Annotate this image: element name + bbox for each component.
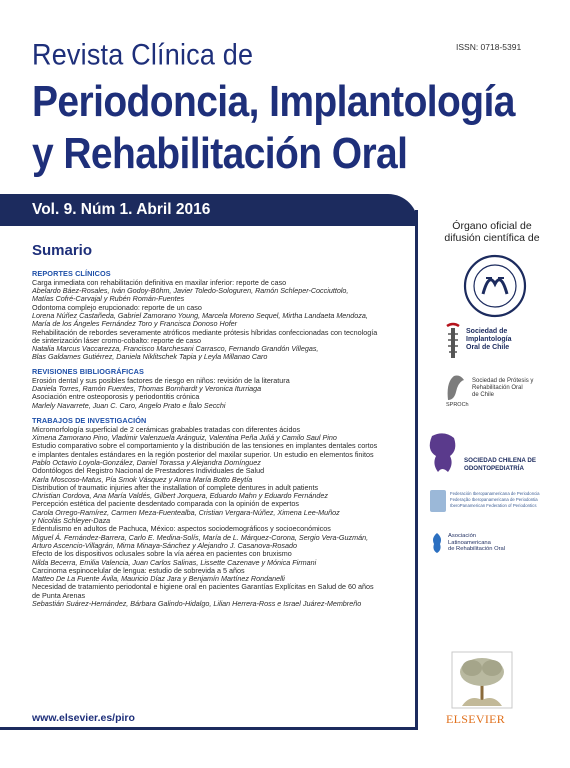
article-authors: Matteo De La Fuente Ávila, Mauricio Díaz Jara y Benjamín Martínez Rondanelli (32, 574, 285, 584)
alaro-line: Asociación (448, 533, 477, 539)
article-title[interactable]: Carga inmediata con rehabilitación definitiva en maxilar inferior: reporte de caso (32, 277, 287, 287)
article-authors: Carola Orrego-Ramírez, Carmen Meza-Fuentealba, Cristian Vergara-Núñez, Ximena Lee-Muñoz (32, 507, 340, 517)
fipp-badge-icon (430, 490, 446, 512)
article-authors: Pablo Octavio Loyola-González, Daniel Torassa y Alejandra Domínguez (32, 457, 261, 467)
fipp-line: Federação Iberopanamericana de Periodontia (450, 497, 538, 502)
article-title[interactable]: Asociación entre osteoporosis y periodontitis crónica (32, 392, 200, 402)
article-title[interactable]: e implantes dentales estándares en la región posterior del maxilar superior. Un estudio en elementos finitos (32, 449, 374, 459)
article-title[interactable]: Micromorfología superficial de 2 cerámicas grabables tratadas con diferentes ácidos (32, 424, 301, 434)
article-authors: y Nicolás Schleyer-Daza (32, 516, 111, 526)
elsevier-tree-icon (450, 650, 514, 710)
odontoped-line: SOCIEDAD CHILENA DE (464, 457, 536, 464)
section-title: REVISIONES BIBLIOGRÁFICAS (32, 367, 144, 376)
article-authors: Miguel Á. Fernández-Barrera, Carlo E. Medina-Solís, María de L. Márquez-Corona, Sergio Vera-Guzmán, (32, 532, 369, 542)
alaro-line: de Rehabilitación Oral (448, 546, 506, 553)
fipp-line: IberoPanamerican Federation of Periodontics (450, 503, 537, 508)
protesis-line: Rehabilitación Oral (472, 385, 523, 391)
article-title[interactable]: de Punta Arenas (32, 590, 86, 600)
article-title[interactable]: Edentulismo en adultos de Pachuca, México: aspectos sociodemográficos y socioeconómicos (32, 524, 331, 534)
odontopediatria-logo (424, 430, 566, 476)
article-title[interactable]: de sinterización láser cromo-cobalto: reporte de caso (32, 335, 201, 345)
journal-url[interactable]: www.elsevier.es/piro (32, 712, 135, 724)
article-authors: Nilda Becerra, Emilia Valencia, Juan Carlos Salinas, Lissette Cazenave y Mónica Firmani (32, 557, 317, 567)
article-title[interactable]: Rehabilitación de rebordes severamente atróficos mediante prótesis híbridas confeccionadas con tecnología (32, 327, 378, 337)
article-title[interactable]: Percepción estética del paciente desdentado comparada con la opinión de expertos (32, 499, 299, 509)
toc-section-revisiones (32, 368, 412, 410)
elsevier-wordmark[interactable]: ELSEVIER (446, 712, 506, 726)
implant-line: Implantología (466, 336, 512, 343)
issn: ISSN: 0718-5391 (456, 42, 522, 52)
section-title: REPORTES CLÍNICOS (32, 269, 111, 278)
implant-line: Sociedad de (466, 328, 508, 335)
implantologia-logo (444, 322, 564, 362)
article-title[interactable]: Erosión dental y sus posibles factores de riesgo en niños: revisión de la literatura (32, 375, 290, 385)
odontoped-line: ODONTOPEDIATRÍA (464, 464, 524, 472)
article-authors: Ximena Zamorano Pino, Vladimir Valenzuela Aránguiz, Valentina Peña Juliá y Camilo Saul Pino (32, 433, 337, 443)
elsevier-tree-logo (450, 650, 514, 710)
article-authors: Natalia Marcus Vaccarezza, Francisco Marchesani Carrasco, Fernando Grandón Villegas, (32, 344, 319, 354)
article-authors: Blas Galdames Gutiérrez, Daniela Niklitschek Tapia y Leyla Millanao Caro (32, 352, 268, 362)
toc-section-investigacion (32, 417, 412, 608)
article-authors: Marlely Navarrete, Juan C. Caro, Angelo Prato e Ítalo Secchi (32, 400, 226, 410)
protesis-line: Sociedad de Prótesis y (472, 378, 534, 384)
alaro-mark-icon (430, 532, 444, 554)
organo-line: Órgano oficial de (452, 220, 532, 232)
journal-title-line-1: Revista Clínica de (32, 38, 254, 71)
article-authors: Christian Cordova, Ana María Valdés, Gilbert Jorquera, Eduardo Mahn y Eduardo Fernández (32, 491, 328, 501)
toc-section-reportes (32, 270, 412, 362)
article-authors: Matías Cofré-Carvajal y Rubén Román-Fuentes (32, 294, 185, 304)
article-authors: María de los Ángeles Fernández Toro y Francisca Donoso Hofer (32, 319, 238, 329)
article-authors: Daniela Torres, Ramón Fuentes, Thomas Bornhardt y Veronica Iturriaga (32, 384, 262, 394)
fipp-line: Federación Iberopanamericana de Periodoncia (450, 491, 540, 496)
issue-label: Vol. 9. Núm 1. Abril 2016 (32, 201, 211, 218)
article-title[interactable]: Necesidad de tratamiento periodontal e higiene oral en pacientes Garantías Explícitas en Salud de 60 años (32, 582, 374, 592)
article-authors: Karla Moscoso-Matus, Pía Smok Vásquez y Anna María Botto Beytía (32, 474, 253, 484)
sperio-seal-icon (463, 254, 527, 318)
sprochi-label: SPROCh (446, 402, 469, 408)
frame-bottom (0, 727, 418, 730)
issue-band (0, 194, 418, 226)
sperio-logo (463, 254, 527, 318)
alaro-line: Latinoamericana (448, 539, 491, 546)
alaro-logo (430, 532, 566, 558)
article-authors: Sebastián Suárez-Hernández, Bárbara Galindo-Hidalgo, Lilian Herrera-Ross e Israel Juárez-Membreño (32, 599, 362, 609)
article-title[interactable]: Estudio comparativo sobre el comportamiento y la distribución de las tensiones en implantes dentales cortos (32, 441, 378, 451)
article-authors: Lorena Núñez Castañeda, Gabriel Zamorano Young, Marcela Moreno Sequel, Mirtha Landaeta Mendoza, (32, 310, 368, 320)
sumario-heading: Sumario (32, 242, 93, 259)
frame-right (415, 210, 418, 730)
journal-title-line-2: Periodoncia, Implantología (32, 78, 515, 127)
organo-oficial (422, 220, 562, 244)
article-title[interactable]: Distribution of traumatic injuries after the installation of complete dentures in adult patients (32, 482, 319, 492)
protesis-logo (444, 372, 564, 416)
implant-screw-icon (444, 322, 462, 362)
article-title[interactable]: Odontólogos del Registro Nacional de Prestadores Individuales de Salud (32, 466, 265, 476)
organo-line: difusión científica de (444, 232, 540, 244)
protesis-line: de Chile (472, 392, 495, 398)
article-authors: Abelardo Báez-Rosales, Iván Godoy-Böhm, Javier Toledo-Sologuren, Ramón Schleper-Cocciuttolo, (32, 286, 349, 296)
section-title: TRABAJOS DE INVESTIGACIÓN (32, 416, 147, 425)
article-title[interactable]: Odontoma complejo erupcionado: reporte de un caso (32, 302, 202, 312)
article-title[interactable]: Efecto de los dispositivos oclusales sobre la vía aérea en pacientes con bruxismo (32, 549, 292, 559)
article-authors: Arturo Ascencio-Villagrán, Mirna Minaya-Sánchez y Alejandro J. Casanova-Rosado (32, 540, 297, 550)
journal-title-line-3: y Rehabilitación Oral (32, 130, 408, 179)
implant-line: Oral de Chile (466, 344, 510, 351)
article-title[interactable]: Carcinoma espinocelular de lengua: estudio de sobrevida a 5 años (32, 565, 245, 575)
odontoped-figure-icon (424, 430, 464, 474)
fipp-logo (430, 490, 566, 514)
sprochi-mark-icon (444, 372, 468, 402)
